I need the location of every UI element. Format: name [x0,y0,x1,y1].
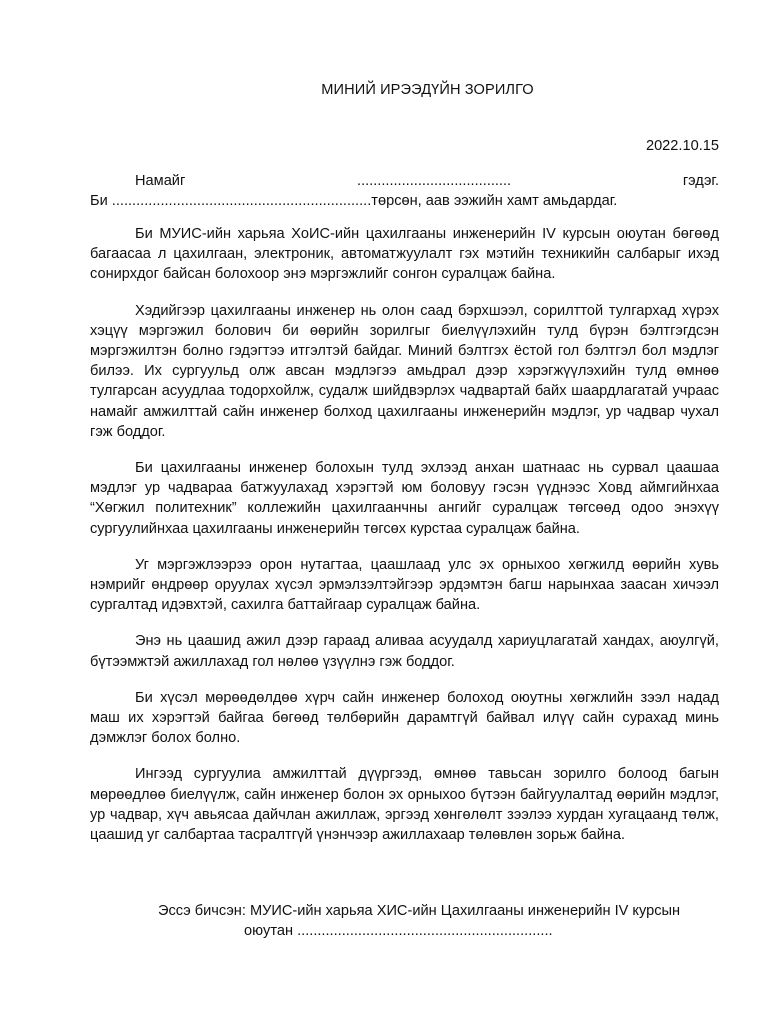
paragraph: Би хүсэл мөрөөдөлдөө хүрч сайн инженер болоход оюутны хөгжлийн зээл надад маш их хэрэгтэй байгаа бөгөөд төлбөрийн дарамтгүй байвал илүү сайн сурахад минь дэмжлэг болох болно. [90,689,719,747]
signature-line-1: Эссэ бичсэн: МУИС-ийн харьяа ХИС-ийн Цахилгааны инженерийн IV курсын [158,903,681,919]
intro-name-blank: ...................................... [357,173,512,189]
signature-line-2: оюутан ............................................................... [244,923,553,939]
essay-body [90,224,719,861]
intro-block [90,171,719,211]
document-date: 2022.10.15 [645,138,719,154]
paragraph: Уг мэргэжлээрээ орон нутагтаа, цаашлаад улс эх орныхоо хөгжилд өөрийн хувь нэмрийг өндрөөр оруулах хүсэл эрмэлзэлтэйгээр эрдэмтэн багш нарынхаа заасан хичээл сургалтад идэвхтэй, сахилга баттайгаар суралцаж байна. [90,556,719,614]
paragraph: Энэ нь цаашид ажил дээр гараад аливаа асуудалд хариуцлагатай хандах, аюулгүй, бүтээмжтэй ажиллахад гол нөлөө үзүүлнэ гэж боддог. [90,633,719,670]
signature-block [158,901,718,941]
paragraph: Би МУИС-ийн харьяа ХоИС-ийн цахилгааны инженерийн IV курсын оюутан бөгөөд багаасаа л цахилгаан, электроник, автоматжуулалт гэх мэтийн техникийн салбарыг ихэд сонирхдог байсан болохоор энэ мэргэжлийг сонгон суралцаж байна. [90,226,719,283]
page-title: МИНИЙ ИРЭЭДҮЙН ЗОРИЛГО [321,82,534,98]
paragraph: Хэдийгээр цахилгааны инженер нь олон саад бэрхшээл, сорилттой тулгархад хүрэх хэцүү мэргэжил болович би өөрийн зорилгыг биелүүлэхийн тулд бүрэн бэлтгэгдсэн мэргэжилтэн болно гэдэгтээ итгэлтэй байдаг. Миний бэлтгэх ёстой гол бэлтгэл бол мэдлэг билээ. Их сургуульд олж авсан мэдлэгээ амьдрал дээр хэрэгжүүлэхийн тулд өмнөө тулгарсан асуудлаа тодорхойлж, судалж шийдвэрлэх чадвартай байх шаардлагатай учраас намайг амжилттай сайн инженер болход цахилгааны инженерийн мэдлэг, ур чадвар чухал гэж боддог. [90,302,719,440]
paragraph: Ингээд сургуулиа амжилттай дүүргээд, өмнөө тавьсан зорилго болоод багын мөрөөдлөө биелүүлж, сайн инженер болон эх орныхоо бүтээн байгуулалтад өөрийн мэдлэг, ур чадвар, хүч авьясаа дайчлан ажиллаж, эргээд хөнгөлөлт зээлээ хурдан хугацаанд төлж, цаашид уг салбартаа тасралтгүй үнэнчээр ажиллахаар төлөвлөн зорьж байна. [90,766,719,844]
intro-birth-line: Би ................................................................төрсөн, аав ээжийн хамт амьдардаг. [90,193,618,209]
intro-name-prefix: Намайг [135,173,186,189]
paragraph: Би цахилгааны инженер болохын тулд эхлээд анхан шатнаас нь сурвал цаашаа мэдлэг ур чадвараа батжуулахад хэрэгтэй юм боловуу гэсэн үүднээс Ховд аймгийнхаа “Хөгжил политехник” коллежийн цахилгаанчны ангийг суралцаж төгсөөд одоо энэхүү сургуулийнхаа цахилгааны инженерийн төгсөх курстаа суралцаж байна. [90,460,719,537]
intro-name-line [90,171,719,191]
intro-name-suffix: гэдэг. [682,173,719,189]
